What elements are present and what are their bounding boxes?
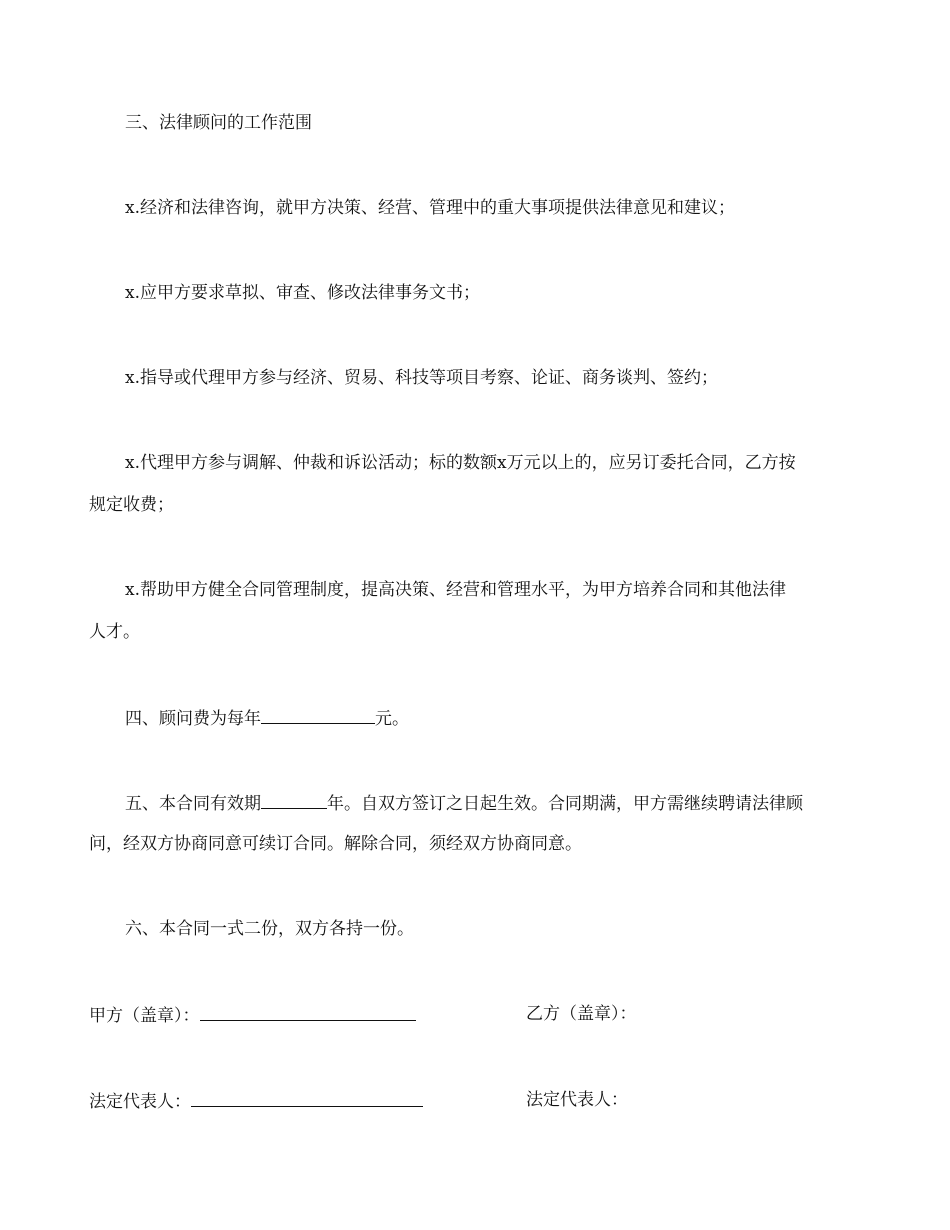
- scope-item-5-line1: x.帮助甲方健全合同管理制度，提高决策、经营和管理水平，为甲方培养合同和其他法律: [125, 580, 786, 600]
- scope-item-3: x.指导或代理甲方参与经济、贸易、科技等项目考察、论证、商务谈判、签约；: [125, 368, 718, 388]
- section5-suffix: 年。自双方签订之日起生效。合同期满，甲方需继续聘请法律顾: [327, 794, 803, 814]
- section4-prefix: 四、顾问费为每年: [125, 709, 261, 729]
- party-a-seal-row: [89, 1002, 416, 1028]
- section5-term-line1: [125, 790, 803, 816]
- section5-prefix: 五、本合同有效期: [125, 794, 261, 814]
- party-a-seal-blank[interactable]: [200, 1002, 416, 1021]
- term-years-blank[interactable]: [261, 790, 327, 809]
- section6-copies: 六、本合同一式二份，双方各持一份。: [125, 919, 414, 939]
- scope-item-5-line2: 人才。: [89, 622, 140, 642]
- section4-suffix: 元。: [375, 709, 409, 729]
- party-a-rep-blank[interactable]: [191, 1088, 423, 1107]
- scope-item-1: x.经济和法律咨询，就甲方决策、经营、管理中的重大事项提供法律意见和建议；: [125, 198, 735, 218]
- scope-item-2: x.应甲方要求草拟、审查、修改法律事务文书；: [125, 283, 480, 303]
- party-a-seal-label: 甲方（盖章）：: [89, 1006, 200, 1026]
- party-a-rep-row: [89, 1088, 423, 1114]
- party-b-seal-label: 乙方（盖章）：: [526, 1004, 637, 1024]
- scope-item-4-line1: x.代理甲方参与调解、仲裁和诉讼活动；标的数额x万元以上的，应另订委托合同，乙方按: [125, 453, 796, 473]
- fee-amount-blank[interactable]: [261, 705, 375, 724]
- party-a-rep-label: 法定代表人：: [89, 1092, 191, 1112]
- party-b-rep-label: 法定代表人：: [526, 1090, 628, 1110]
- section3-heading: 三、法律顾问的工作范围: [125, 113, 312, 133]
- section4-fee: [125, 705, 409, 731]
- scope-item-4-line2: 规定收费；: [89, 495, 174, 515]
- section5-term-line2: 问，经双方协商同意可续订合同。解除合同，须经双方协商同意。: [89, 834, 582, 854]
